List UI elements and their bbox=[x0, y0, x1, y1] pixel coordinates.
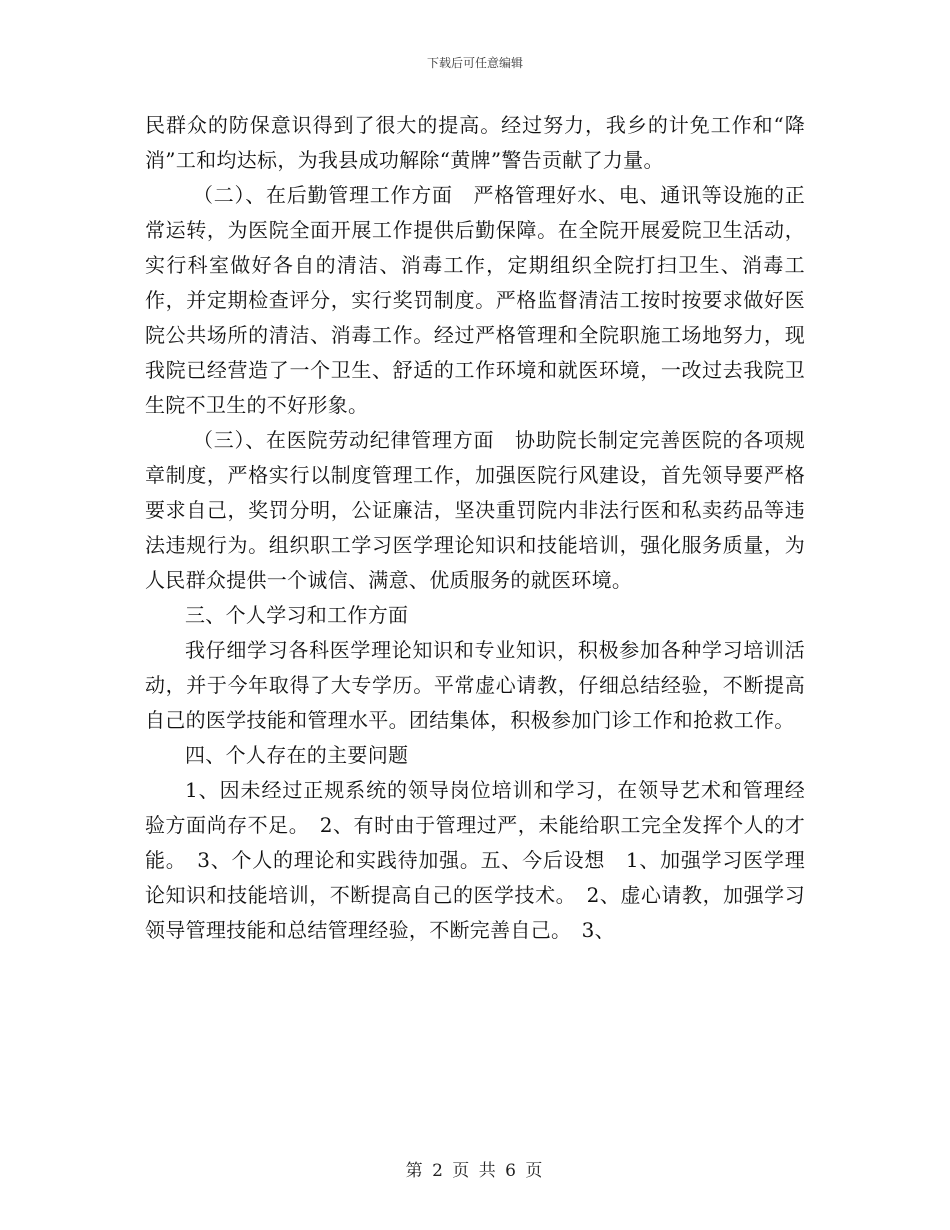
paragraph-logistics-management: （二）、在后勤管理工作方面 严格管理好水、电、通讯等设施的正常运转，为医院全面开展工作提供后勤保障。在全院开展爱院卫生活动，实行科室做好各自的清洁、消毒工作，定期组织全院打扫卫生、消毒工作，并定期检查评分，实行奖罚制度。严格监督清洁工按时按要求做好医院公共场所的清洁、消毒工作。经过严格管理和全院职施工场地努力，现我院已经营造了一个卫生、舒适的工作环境和就医环境，一改过去我院卫生院不卫生的不好形象。 bbox=[145, 183, 805, 417]
section-heading-study-and-work: 三、个人学习和工作方面 bbox=[185, 603, 409, 627]
page-header-note: 下载后可任意编辑 bbox=[426, 56, 523, 70]
paragraph-continuation: 民群众的防保意识得到了很大的提高。经过努力，我乡的计免工作和“降消”工和均达标，为我县成功解除“黄牌”警告贡献了力量。 bbox=[145, 113, 805, 172]
paragraph-main-problems: 1、因未经过正规系统的领导岗位培训和学习，在领导艺术和管理经验方面尚存不足。 2、有时由于管理过严，未能给职工完全发挥个人的才能。 3、个人的理论和实践待加强。五、今后设想 1、加强学习医学理论知识和技能培训，不断提高自己的医学技术。 2、虚心请教，加强学习领导管理技能和总结管理经验，不断完善自己。 3、 bbox=[145, 778, 805, 942]
section-heading-main-problems: 四、个人存在的主要问题 bbox=[185, 743, 409, 767]
page-number-footer: 第 2 页 共 6 页 bbox=[405, 1161, 545, 1181]
paragraph-labor-discipline: （三）、在医院劳动纪律管理方面 协助院长制定完善医院的各项规章制度，严格实行以制度管理工作，加强医院行风建设，首先领导要严格要求自己，奖罚分明，公证廉洁，坚决重罚院内非法行医和私卖药品等违法违规行为。组织职工学习医学理论知识和技能培训，强化服务质量，为人民群众提供一个诚信、满意、优质服务的就医环境。 bbox=[145, 428, 805, 592]
document-body bbox=[145, 108, 805, 948]
paragraph-study-and-work: 我仔细学习各科医学理论知识和专业知识，积极参加各种学习培训活动，并于今年取得了大专学历。平常虚心请教，仔细总结经验，不断提高自己的医学技能和管理水平。团结集体，积极参加门诊工作和抢救工作。 bbox=[145, 638, 805, 732]
